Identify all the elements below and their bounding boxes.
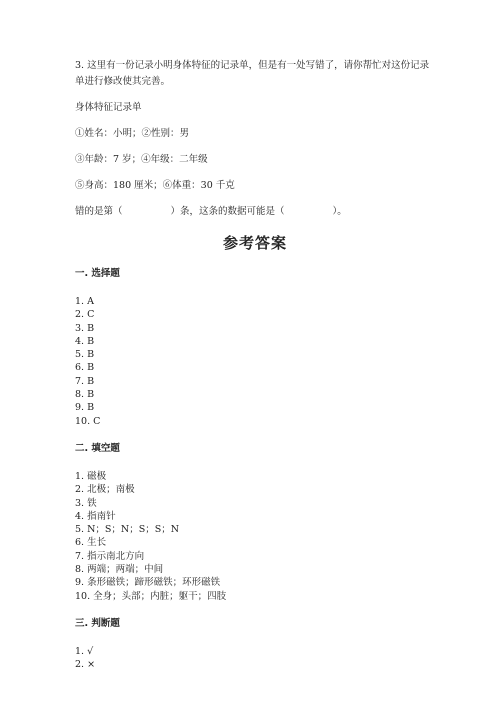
list-item: 5. N；S；N；S；S；N (75, 524, 180, 536)
record-line-3: ⑤身高：180 厘米；⑥体重：30 千克 (75, 180, 235, 191)
list-item: 9. B (75, 402, 95, 414)
list-item: 2. C (75, 309, 95, 321)
judge-answers (75, 645, 435, 672)
list-item: 6. B (75, 362, 95, 374)
list-item: 3. 铁 (75, 497, 97, 509)
section-title-fill: 二. 填空题 (75, 442, 120, 454)
list-item: 8. B (75, 389, 95, 401)
list-item: 3. B (75, 322, 95, 334)
record-title: 身体特征记录单 (75, 102, 142, 113)
list-item: 1. √ (75, 645, 94, 657)
list-item: 1. 磁极 (75, 470, 107, 482)
list-item: 2. × (75, 659, 96, 671)
question-text: 3. 这里有一份记录小明身体特征的记录单，但是有一处写错了，请你帮忙对这份记录单进行修改使其完善。 (75, 60, 430, 87)
list-item: 10. 全身；头部；内脏；躯干；四肢 (75, 590, 227, 602)
list-item: 7. 指示南北方向 (75, 550, 145, 562)
list-item: 4. B (75, 335, 95, 347)
list-item: 5. B (75, 349, 95, 361)
fill-answers (75, 470, 435, 603)
fill-suffix: ）。 (332, 206, 347, 217)
fill-middle: ）条，这条的数据可能是（ (170, 206, 285, 217)
list-item: 8. 两端；两端；中间 (75, 564, 164, 576)
list-item: 2. 北极；南极 (75, 484, 135, 496)
record-line-2: ③年龄：7 岁；④年级：二年级 (75, 154, 208, 165)
fill-in-line (75, 205, 435, 219)
fill-prefix: 错的是第（ (75, 206, 123, 217)
list-item: 4. 指南针 (75, 510, 116, 522)
document-page (75, 58, 435, 686)
list-item: 9. 条形磁铁；蹄形磁铁；环形磁铁 (75, 577, 221, 589)
answer-title: 参考答案 (222, 234, 287, 252)
list-item: 10. C (75, 415, 101, 427)
list-item: 6. 生长 (75, 537, 107, 549)
section-title-choice: 一. 选择题 (75, 268, 120, 279)
list-item: 1. A (75, 296, 94, 307)
choice-answers (75, 295, 435, 428)
list-item: 7. B (75, 375, 95, 387)
record-line-1: ①姓名：小明；②性别：男 (75, 128, 190, 139)
section-title-judge: 三. 判断题 (75, 617, 120, 629)
